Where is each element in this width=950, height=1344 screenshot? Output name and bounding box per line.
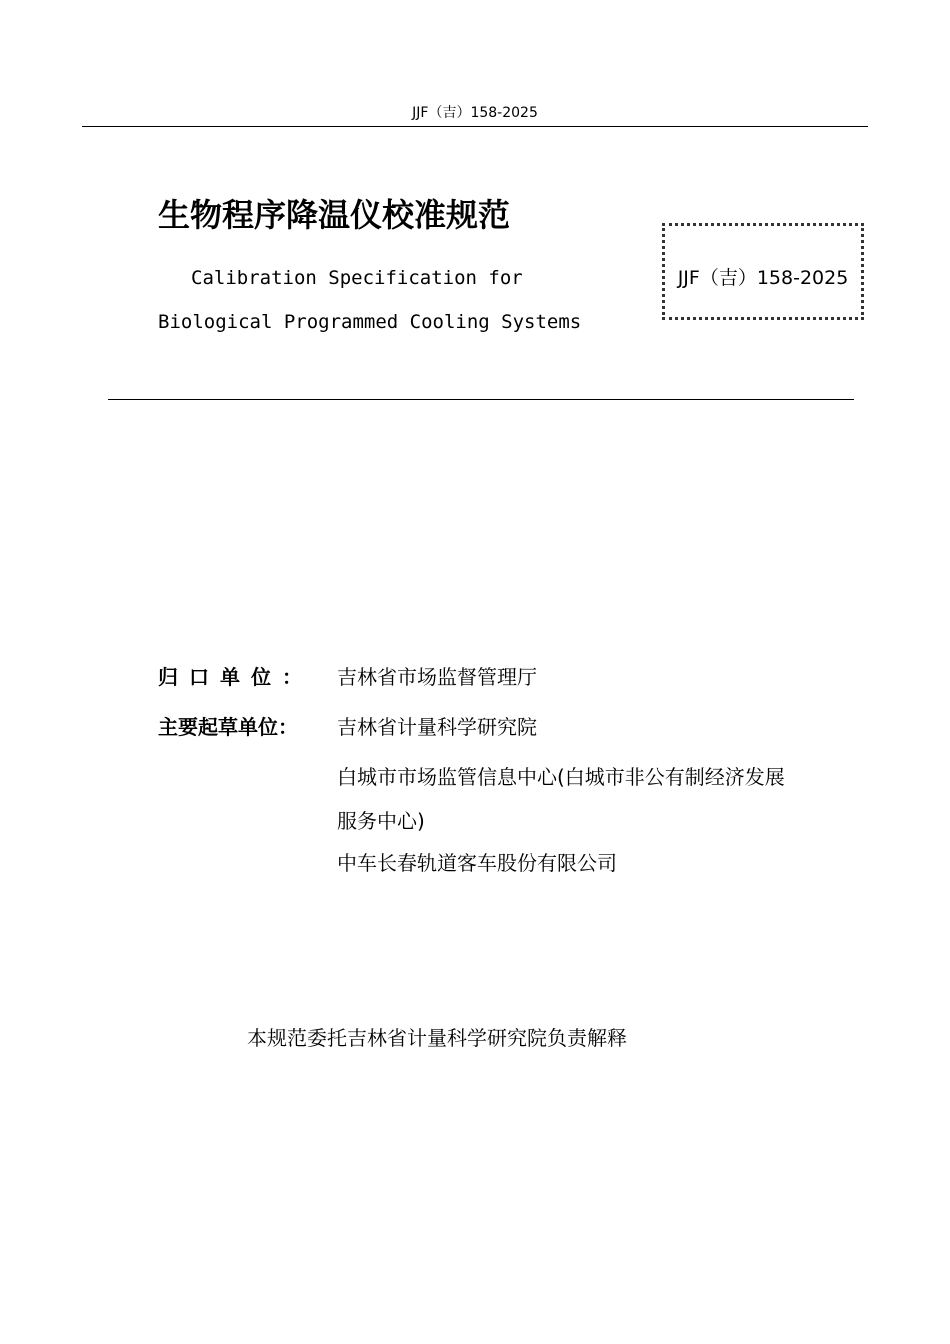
standard-code: JJF（吉）158-2025 bbox=[677, 267, 849, 289]
drafting-units-label: 主要起草单位： bbox=[158, 715, 298, 739]
document-title-english-line2: Biological Programmed Cooling Systems bbox=[158, 311, 582, 333]
responsible-unit-label: 归口单位： bbox=[158, 665, 313, 689]
drafting-unit-item: 白城市市场监管信息中心(白城市非公有制经济发展 bbox=[337, 765, 785, 789]
drafting-unit-item: 中车长春轨道客车股份有限公司 bbox=[337, 851, 617, 875]
drafting-unit-item: 服务中心) bbox=[337, 809, 425, 833]
interpretation-note: 本规范委托吉林省计量科学研究院负责解释 bbox=[247, 1026, 627, 1050]
title-divider bbox=[108, 399, 854, 400]
running-header-code: JJF（吉）158-2025 bbox=[412, 105, 538, 121]
drafting-unit-item: 吉林省计量科学研究院 bbox=[337, 715, 537, 739]
document-title-english-line1: Calibration Specification for bbox=[191, 267, 523, 289]
document-title-chinese: 生物程序降温仪校准规范 bbox=[158, 196, 511, 234]
header-divider bbox=[82, 126, 868, 127]
responsible-unit-value: 吉林省市场监督管理厅 bbox=[337, 665, 537, 689]
